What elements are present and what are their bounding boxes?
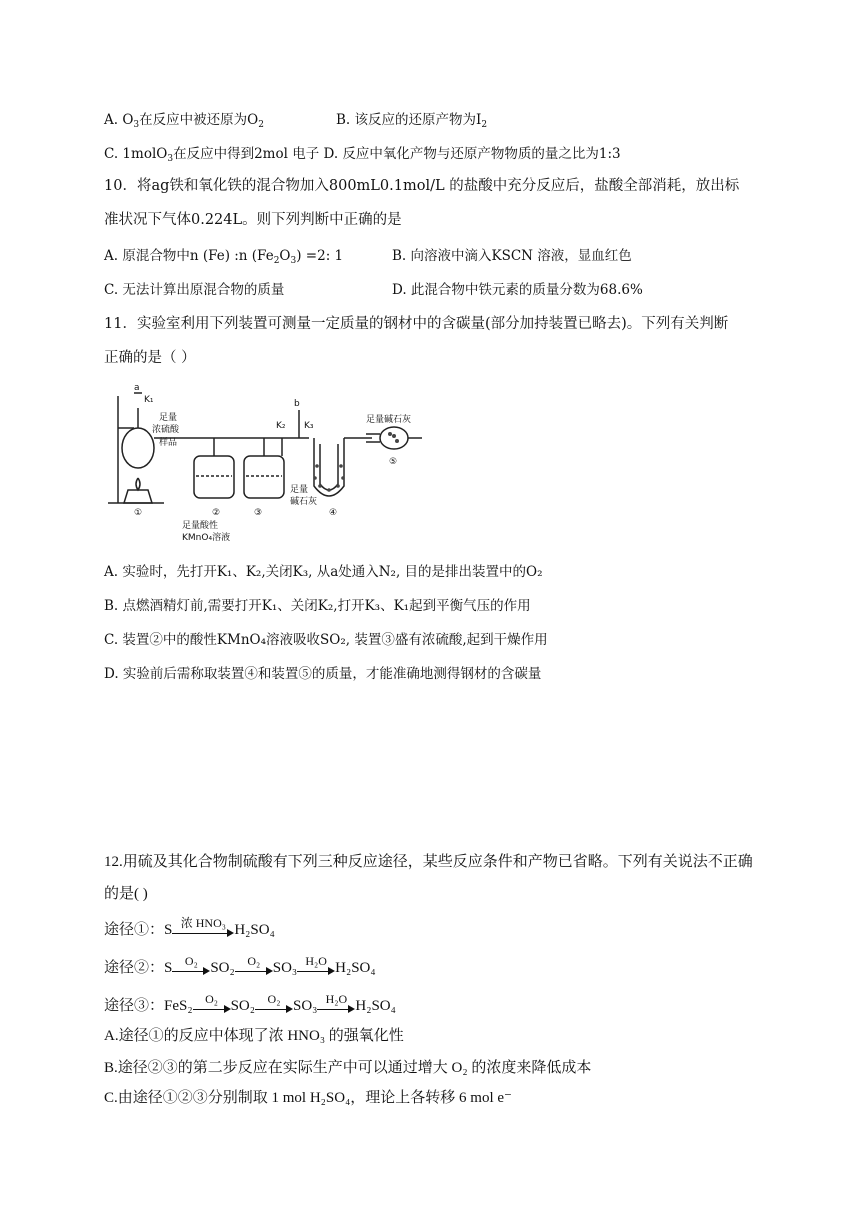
route1-condition: 浓 HNO₃ [180,915,226,930]
q9-option-b [336,110,487,135]
route2-prod-3: H₂SO₄ [335,960,376,976]
label-kmno4-2: KMnO₄溶液 [182,533,231,543]
q10-a-sub2: 3 [290,256,297,266]
label-num-3: ③ [254,508,263,518]
route3-label: 途径③：FeS₂ [104,998,193,1014]
route2-prod-2: SO₃ [272,960,298,976]
q11-stem-2: 正确的是（ ） [104,350,196,366]
q9-option-cd [104,144,621,169]
q10-a-sub1: 2 [273,256,280,266]
q10-a-2: O [279,248,291,264]
q10-option-b: B. 向溶液中滴入KSCN 溶液，显血红色 [392,248,632,264]
label-kmno4-1: 足量酸性 [182,521,219,531]
q10-stem-2: 准状况下气体0.224L。则下列判断中正确的是 [104,212,402,228]
q11-option-d: D. 实验前后需称取装置④和装置⑤的质量，才能准确地测得钢材的含碳量 [104,666,542,682]
route2-cond-3: H₂O [305,953,327,968]
q10-a-1: A. 原混合物中n (Fe) :n (Fe [104,248,274,264]
apparatus-diagram [104,378,434,543]
q11-stem-1: 11．实验室利用下列装置可测量一定质量的钢材中的含碳量(部分加持装置已略去)。下列有关判断 [104,316,729,332]
route3-arrow-1 [193,991,231,1014]
route3-prod-1: SO₂ [230,998,255,1014]
label-k3: K₃ [304,421,314,431]
route2-arrow-1 [172,953,210,976]
route3-arrow-2 [255,991,293,1014]
q10-option-a [104,246,343,271]
label-lime-bottom-1: 足量 [290,485,309,495]
route2-cond-1: O₂ [184,953,198,968]
label-acid-2: 浓硫酸 [152,425,180,435]
q9-a-sub2: 2 [258,120,264,130]
label-num-4: ④ [329,508,338,518]
label-lime-bottom-2: 碱石灰 [290,497,318,507]
q12-route-2 [104,953,376,978]
q12-option-c: C.由途径①②③分别制取 1 mol H₂SO₄，理论上各转移 6 mol e⁻ [104,1090,512,1106]
q12-option-a: A.途径①的反应中体现了浓 HNO₃ 的强氧化性 [104,1028,404,1044]
q12-route-3 [104,991,396,1016]
q12-option-b: B.途径②③的第二步反应在实际生产中可以通过增大 O₂ 的浓度来降低成本 [104,1060,592,1076]
route3-cond-3: H₂O [325,991,348,1006]
route2-arrow-3 [297,953,335,976]
q9-c-text2: 在反应中得到2mol 电子 D. 反应中氧化产物与还原产物物质的量之比为1:3 [173,146,621,162]
q10-stem-1: 10．将ag铁和氧化铁的混合物加入800mL0.1mol/L 的盐酸中充分反应后，盐酸全部消耗，放出标 [104,178,740,194]
q9-c-text1: C. 1molO [104,146,168,162]
route3-cond-2: O₂ [267,991,281,1006]
label-sample: 样品 [159,438,178,448]
q9-a-mid: 在反应中被还原为O [139,112,259,128]
route3-prod-3: H₂SO₄ [355,998,396,1014]
label-k2: K₂ [276,421,286,431]
q12-stem-2: 的是( ) [104,886,148,902]
q10-a-3: ) =2: 1 [296,248,344,264]
label-lime-top: 足量碱石灰 [366,415,412,425]
route3-prod-2: SO₃ [292,998,318,1014]
q9-option-a [104,110,264,135]
q9-a-sub1: 3 [133,120,140,130]
label-a: a [134,383,140,393]
q11-option-c: C. 装置②中的酸性KMnO₄溶液吸收SO₂, 装置③盛有浓硫酸,起到干燥作用 [104,632,548,648]
route1-arrow [172,915,234,938]
route2-cond-2: O₂ [247,953,261,968]
q11-option-b: B. 点燃酒精灯前,需要打开K₁、关闭K₂,打开K₃、K₁起到平衡气压的作用 [104,598,531,614]
route3-arrow-3 [317,991,355,1014]
label-num-1: ① [134,508,143,518]
q11-option-a: A. 实验时，先打开K₁、K₂,关闭K₃, 从a处通入N₂, 目的是排出装置中的O₂ [104,564,543,580]
q12-route-1 [104,915,275,940]
label-num-2: ② [212,508,221,518]
label-k1: K₁ [144,395,154,405]
route3-cond-1: O₂ [205,991,218,1006]
label-num-5: ⑤ [389,457,398,467]
route2-arrow-2 [235,953,273,976]
q9-a-text: A. O [104,112,134,128]
route2-prod-1: SO₂ [210,960,235,976]
label-acid-1: 足量 [159,413,178,423]
route1-label: 途径①：S [104,922,173,938]
q9-c-sub: 3 [167,154,174,164]
q12-stem-1: 12.用硫及其化合物制硫酸有下列三种反应途径，某些反应条件和产物已省略。下列有关说法不正确 [104,854,753,870]
q10-option-d: D. 此混合物中铁元素的质量分数为68.6% [392,282,643,298]
route2-label: 途径②：S [104,960,173,976]
q10-option-c: C. 无法计算出原混合物的质量 [104,282,285,298]
label-b: b [294,399,300,409]
route1-product: H₂SO₄ [234,922,275,938]
q9-b-sub: 2 [481,120,488,130]
q9-b-text: B. 该反应的还原产物为I [336,112,482,128]
